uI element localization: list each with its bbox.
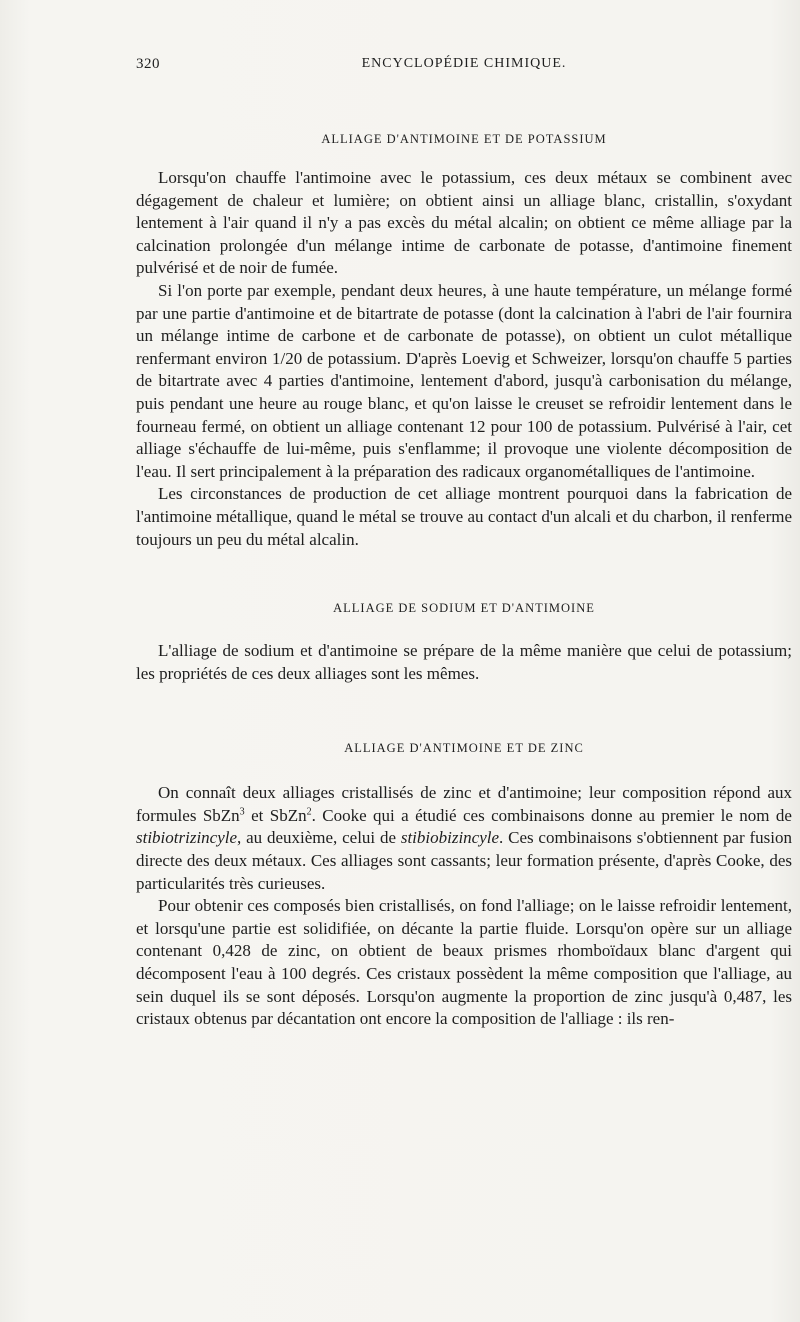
section-heading-sodium: ALLIAGE DE SODIUM ET D'ANTIMOINE	[333, 601, 595, 616]
paragraph: Les circonstances de production de cet alliage montrent pourquoi dans la fabrication de l'antimoine métallique, quand le métal se trouve au contact d'un alcali et du charbon, il renferme toujours un peu du métal alcalin.	[136, 484, 792, 549]
text-run: et	[244, 805, 270, 825]
page-number: 320	[136, 56, 160, 72]
formula-base: SbZn	[269, 805, 307, 825]
running-title: ENCYCLOPÉDIE CHIMIQUE.	[361, 56, 567, 71]
compound-name: stibiotrizincyle	[136, 828, 238, 848]
paragraph: Si l'on porte par exemple, pendant deux heures, à une haute température, un mélange formé par une partie d'antimoine et de bitartrate de potasse (dont la calcination à l'abri de l'air fournira un mélange intime de carbone et de carbonate de potasse), on obtient un culot métallique renfermant environ 1/20 de potassium. D'après Loevig et Schweizer, lorsqu'on chauffe 5 parties de bitartrate avec 4 parties d'antimoine, lentement d'abord, jusqu'à carbonisation du mélange, puis pendant une heure au rouge blanc, et qu'on laisse le creuset se refroidir lentement dans le fourneau fermé, on obtient un alliage contenant 12 pour 100 de potassium. Pulvérisé à l'air, cet alliage s'échauffe de lui-même, puis s'enflamme; il provoque une violente décomposition de l'eau. Il sert principalement à la préparation des radicaux organométalliques de l'antimoine.	[136, 280, 792, 481]
text-run: , au deuxième, celui de	[237, 828, 401, 848]
paragraph: Lorsqu'on chauffe l'antimoine avec le potassium, ces deux métaux se combinent avec dégagement de chaleur et lumière; on obtient ainsi un alliage blanc, cristallin, s'oxydant lentement à l'air quand il n'y a pas excès du métal alcalin; on obtient ce même alliage par la calcination prolongée d'un mélange intime de carbonate de potasse, d'antimoine finement pulvérisé et de noir de fumée.	[136, 168, 792, 278]
page-content	[136, 132, 792, 1031]
formula-subscript: 3	[239, 806, 245, 818]
text-run: . Ces combinaisons s'obtiennent par fusion directe des deux métaux. Ces alliages sont cassants; leur formation présente, d'après Cooke, des particularités très curieuses.	[136, 828, 792, 893]
chemical-formula	[270, 806, 312, 825]
compound-name: stibiobizincyle	[400, 828, 500, 848]
text-run: On connaît deux alliages cristallisés de zinc et d'antimoine; leur composition répond aux formules	[136, 783, 792, 825]
text-run: . Cooke qui a étudié ces combinaisons donne au premier le nom de	[311, 805, 792, 825]
paragraph	[136, 782, 792, 895]
chemical-formula	[203, 806, 245, 825]
formula-base: SbZn	[202, 805, 240, 825]
paragraph: Pour obtenir ces composés bien cristallisés, on fond l'alliage; on le laisse refroidir lentement, et lorsqu'une partie est solidifiée, on décante la partie fluide. Lorsqu'on opère sur un alliage contenant 0,428 de zinc, on obtient de beaux prismes rhomboïdaux blanc d'argent qui décomposent l'eau à 100 degrés. Ces cristaux possèdent la même composition que l'alliage, au sein duquel ils se sont déposés. Lorsqu'on augmente la proportion de zinc jusqu'à 0,487, les cristaux obtenus par décantation ont encore la composition de l'alliage : ils ren-	[136, 896, 792, 1029]
paragraph: L'alliage de sodium et d'antimoine se prépare de la même manière que celui de potassium; les propriétés de ces deux alliages sont les mêmes.	[136, 641, 792, 683]
formula-subscript: 2	[306, 806, 312, 818]
section-heading-zinc: ALLIAGE D'ANTIMOINE ET DE ZINC	[344, 741, 584, 756]
section-heading-potassium: ALLIAGE D'ANTIMOINE ET DE POTASSIUM	[321, 132, 607, 146]
running-header	[136, 56, 792, 78]
